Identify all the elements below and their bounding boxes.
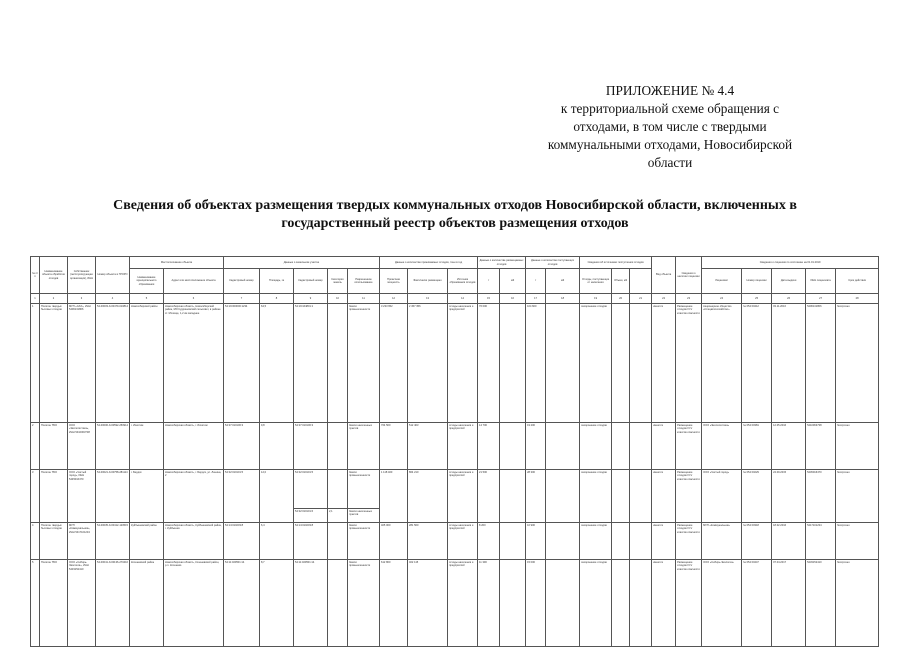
cell-license-date: 12.05.2016 [772, 423, 806, 470]
cell-note: Размещение отходов IV-V классов опасности [676, 560, 702, 647]
cell-cadastre-2: 54:11:020501:14 [294, 560, 328, 647]
th-location: Местоположение объекта [130, 257, 224, 269]
col-num: 26 [772, 294, 806, 304]
col-num: 22 [652, 294, 676, 304]
table-row [31, 560, 879, 647]
cell-address: Новосибирская область, Коченевский район, р.п. Коченево [164, 560, 224, 647]
cell-capacity: 764 500 [380, 423, 408, 470]
appendix-line-2: к территориальной схеме обращения с [560, 101, 780, 116]
cell-area-sub: 2,1 [328, 509, 348, 523]
cell-license-date: 03.11.2016 [772, 304, 806, 423]
cell-blank [630, 304, 652, 423]
cell-object-name: Полигон твердых бытовых отходов [40, 523, 68, 560]
col-num: 10 [328, 294, 348, 304]
cell-object-name: Полигон ТБО [40, 560, 68, 647]
col-num: 21 [630, 294, 652, 304]
th-cadastre-2: Кадастровый номер [294, 269, 328, 294]
col-num: 8 [260, 294, 294, 304]
cell-area: 64,5 [260, 304, 294, 423]
th-land-category: Категория земель [328, 269, 348, 294]
col-num: 25 [742, 294, 772, 304]
cell-cadastre: 54:37:010106:3 [224, 423, 260, 470]
th-license-term: Срок действия [836, 269, 879, 294]
cell-blank [500, 560, 526, 647]
cell-cadastre-2: 54:14:010203:8 [294, 523, 328, 560]
col-num: 16 [500, 294, 526, 304]
cell-land-category: Земли промышленности [348, 560, 380, 647]
cell-blank [612, 470, 630, 523]
col-num: 27 [806, 294, 836, 304]
col-num: 18 [546, 294, 580, 304]
cell-placed: 864 210 [408, 470, 448, 523]
cell-license-presence: имеется [652, 423, 676, 470]
cell-blank [612, 304, 630, 423]
document-title [40, 197, 870, 232]
cell-capacity: 3 233 652 [380, 304, 408, 423]
col-num: 20 [612, 294, 630, 304]
cell-cadastre-2: 54:37:010106:3 [294, 423, 328, 470]
th-land-plot: Данные о земельном участке [224, 257, 380, 269]
registry-table [30, 256, 879, 647]
cell-capacity: 405 000 [380, 523, 408, 560]
cell-blank [630, 423, 652, 470]
cell-licensee: ООО «Чистый город» [702, 470, 742, 523]
cell-licensee-inn: 5445016470 [806, 470, 836, 523]
cell-license-presence: имеется [652, 560, 676, 647]
cell-blank [630, 523, 652, 560]
cell-blank [328, 470, 348, 509]
document-title-line-2: государственный реестр объектов размещения отходов [281, 215, 629, 231]
th-empty [630, 269, 652, 294]
cell-municipality: Куйбышевский район [130, 523, 164, 560]
col-num: 9 [294, 294, 328, 304]
cell-land-category: Земли населенных пунктов [348, 509, 380, 523]
cell-source: отходы населения и предприятий [448, 304, 478, 423]
cell-license-term: бессрочно [836, 523, 879, 560]
cell-licensee-inn: 5406131806 [806, 304, 836, 423]
cell-groro: 54-00035-З-00412-120515 [96, 523, 130, 560]
cell-license-number: № 054 00381 [742, 423, 772, 470]
th-incoming-m3: м3 [546, 269, 580, 294]
appendix-line-1: ПРИЛОЖЕНИЕ № 4.4 [605, 83, 735, 98]
cell-license-term: бессрочно [836, 304, 879, 423]
cell-object-kind: захоронение отходов [580, 470, 612, 523]
document-title-line-1: Сведения об объектах размещения твердых коммунальных отходов Новосибирской области, включенных в [113, 198, 797, 213]
th-area: Площадь, га [260, 269, 294, 294]
appendix-line-4: коммунальными отходами, Новосибирской [547, 137, 793, 152]
cell-license-number: № 054 00412 [742, 304, 772, 423]
col-num: 3 [68, 294, 96, 304]
th-address: Адрес или местоположение объекта [164, 269, 224, 294]
th-groro: Номер объекта в ГРОРО [96, 257, 130, 294]
cell-object-name: Полигон ТБО [40, 470, 68, 523]
th-cadastre: Кадастровый номер [224, 269, 260, 294]
cell-placed-t: 11 300 [478, 560, 500, 647]
cell-address: Новосибирская область, г. Бердск, ул. Ленина, 2 [164, 470, 224, 523]
th-license-number: Номер лицензии [742, 269, 772, 294]
th-population-waste: Отходы, поступающие от населения [580, 269, 612, 294]
col-num: 5 [130, 294, 164, 304]
appendix-heading [520, 82, 820, 172]
cell-placed: 281 560 [408, 523, 448, 560]
cell-blank [500, 304, 526, 423]
cell-note: Размещение отходов IV-V классов опасности [676, 523, 702, 560]
cell-license-date: 24.09.2015 [772, 470, 806, 523]
cell-land-category: Земли промышленности [348, 523, 380, 560]
cell-blank [630, 470, 652, 523]
cell-blank [328, 304, 348, 423]
cell-municipality: г. Бердск [130, 470, 164, 523]
cell-blank [328, 423, 348, 470]
cell-groro: 54-00003-З-00479-010814 [96, 304, 130, 423]
cell-object-name: Полигон ТБО [40, 423, 68, 470]
col-num: 12 [380, 294, 408, 304]
col-num: 1 [31, 294, 40, 304]
cell-area: 12,0 [260, 470, 294, 523]
cell-blank [546, 423, 580, 470]
cell-owner: ООО «Сибирь-Экология», ИНН 5433152410 [68, 560, 96, 647]
th-volume: Объем, м3 [612, 269, 630, 294]
cell-blank [500, 523, 526, 560]
cell-cadastre-2: 54:32:010101:5 [294, 470, 328, 509]
th-placed-m3: м3 [500, 269, 526, 294]
cell-placed-t: 14 700 [478, 423, 500, 470]
th-license-presence: Сведения о наличии лицензии [676, 257, 702, 294]
th-permitted-use: Разрешенное использование [348, 269, 380, 294]
cell-license-number: № 054 00229 [742, 470, 772, 523]
cell-incoming-t: 28 300 [526, 470, 546, 523]
th-incoming-waste: Данные о количестве поступающих отходов [526, 257, 580, 269]
cell-blank [546, 470, 580, 523]
cell-municipality: Коченевский район [130, 560, 164, 647]
th-license-info: Сведения о лицензии по состоянию на 01.01.2019 [702, 257, 879, 269]
cell-incoming-t: 19 200 [526, 423, 546, 470]
cell-incoming-t: 15 000 [526, 560, 546, 647]
th-object-name: Наименование объекта обработки отходов [40, 257, 68, 294]
cell-note: Размещение отходов IV-V классов опасности [676, 304, 702, 423]
cell-municipality: г. Искитим [130, 423, 164, 470]
cell-source: отходы населения и предприятий [448, 523, 478, 560]
cell-blank [612, 523, 630, 560]
cell-blank [500, 423, 526, 470]
cell-licensee-inn: 5433152410 [806, 560, 836, 647]
cell-blank [500, 470, 526, 523]
col-num: 19 [580, 294, 612, 304]
col-num: 4 [96, 294, 130, 304]
cell-blank [612, 560, 630, 647]
th-licensee: Лицензиат [702, 269, 742, 294]
th-number: № п/п [31, 257, 40, 294]
table-header-row-1 [31, 257, 879, 269]
column-numbers-row [31, 294, 879, 304]
cell-cadastre-2: 54:32:010101:6 [294, 509, 328, 523]
col-num: 7 [224, 294, 260, 304]
table-row [31, 470, 879, 509]
cell-blank [612, 423, 630, 470]
col-num: 2 [40, 294, 68, 304]
cell-note: Размещение отходов IV-V классов опасности [676, 423, 702, 470]
th-placed-t: т [478, 269, 500, 294]
cell-licensee: Акционерное общество «Спецавтохозяйство» [702, 304, 742, 423]
th-municipality: Наименование муниципального образования [130, 269, 164, 294]
cell-license-number: № 054 00318 [742, 523, 772, 560]
col-num: 13 [408, 294, 448, 304]
cell-incoming-t: 104 600 [526, 304, 546, 423]
cell-municipality: Новосибирский район [130, 304, 164, 423]
cell-land-category: Земли промышленности [348, 470, 380, 509]
cell-licensee: ООО «Сибирь-Экология» [702, 560, 742, 647]
cell-source: отходы населения и предприятий [448, 470, 478, 523]
cell-area: 6,4 [260, 523, 294, 560]
cell-placed: 2 457 356 [408, 304, 448, 423]
cell-number: 1 [31, 304, 40, 423]
cell-blank [546, 560, 580, 647]
table-header-row-2 [31, 269, 879, 294]
th-source-origin: Источник образования отходов [448, 269, 478, 294]
cell-owner: ООО «Чистый город», ИНН 5445016470 [68, 470, 96, 523]
cell-object-kind: захоронение отходов [580, 560, 612, 647]
cell-address: Новосибирская область, г. Искитим [164, 423, 224, 470]
cell-blank [630, 560, 652, 647]
cell-address: Новосибирская область, Куйбышевский район, г. Куйбышев [164, 523, 224, 560]
cell-number: 2 [31, 423, 40, 470]
th-actually-placed: Фактически размещено [408, 269, 448, 294]
cell-placed: 402 115 [408, 560, 448, 647]
cell-blank [546, 523, 580, 560]
cell-placed-t: 21 500 [478, 470, 500, 523]
table-row [31, 423, 879, 470]
cell-object-name: Полигон твердых бытовых отходов [40, 304, 68, 423]
cell-land-category: Земли населенных пунктов [348, 423, 380, 470]
cell-object-kind: захоронение отходов [580, 423, 612, 470]
appendix-line-3: отходами, в том числе с твердыми [573, 119, 767, 134]
table-row [31, 523, 879, 560]
th-incoming-t: т [526, 269, 546, 294]
cell-number: 5 [31, 560, 40, 647]
cell-blank [546, 304, 580, 423]
th-design-capacity: Проектная мощность [380, 269, 408, 294]
cell-cadastre: 54:14:010203:8 [224, 523, 260, 560]
cell-license-presence: имеется [652, 470, 676, 523]
cell-placed: 512 403 [408, 423, 448, 470]
th-license-date: Дата выдачи [772, 269, 806, 294]
appendix-line-5: области [647, 155, 693, 170]
cell-license-presence: имеется [652, 304, 676, 423]
cell-license-date: 07.04.2017 [772, 560, 806, 647]
col-num: 15 [478, 294, 500, 304]
cell-licensee-inn: 5417101234 [806, 523, 836, 560]
cell-license-presence: имеется [652, 523, 676, 560]
col-num: 17 [526, 294, 546, 304]
cell-note: Размещение отходов IV-V классов опасности [676, 470, 702, 523]
th-object-kind: Вид объекта [652, 257, 676, 294]
col-num: 14 [448, 294, 478, 304]
cell-licensee: МУП «Коммунальник» [702, 523, 742, 560]
cell-address: Новосибирская область, Новосибирский район, МО Кудряшовский сельсовет, в районе ст. Мочище, 1,2 км западнее [164, 304, 224, 423]
cell-blank [328, 523, 348, 560]
cell-owner: МУП «САХ», ИНН 5406131806 [68, 304, 96, 423]
cell-placed-t: 76 000 [478, 304, 500, 423]
cell-capacity: 612 800 [380, 560, 408, 647]
cell-license-term: бессрочно [836, 423, 879, 470]
cell-licensee-inn: 5410063738 [806, 423, 836, 470]
cell-area: 8,7 [260, 560, 294, 647]
cell-groro: 54-00041-З-00136-270416 [96, 560, 130, 647]
cell-area: 9,8 [260, 423, 294, 470]
th-accepted-waste: Данные о количестве принимаемых отходов, тонн в год [380, 257, 478, 269]
cell-groro: 54-00021-З-00758-281114 [96, 470, 130, 523]
cell-licensee: ООО «Экологистика» [702, 423, 742, 470]
cell-license-number: № 054 00447 [742, 560, 772, 647]
th-owner: Собственник (эксплуатирующая организация), ИНН [68, 257, 96, 294]
cell-incoming-t: 10 900 [526, 523, 546, 560]
cell-cadastre: 54:32:010101:5 [224, 470, 260, 523]
cell-land-category: Земли промышленности [348, 304, 380, 423]
col-num: 23 [676, 294, 702, 304]
cell-cadastre-2: 54:19:164801:1 [294, 304, 328, 423]
cell-source: отходы населения и предприятий [448, 560, 478, 647]
col-num: 11 [348, 294, 380, 304]
th-sources: Сведения об источниках поступления отходов [580, 257, 652, 269]
col-num: 28 [836, 294, 879, 304]
cell-source: отходы населения и предприятий [448, 423, 478, 470]
cell-license-term: бессрочно [836, 560, 879, 647]
cell-object-kind: захоронение отходов [580, 523, 612, 560]
table-row [31, 304, 879, 423]
th-licensee-inn: ИНН лицензиата [806, 269, 836, 294]
cell-license-term: бессрочно [836, 470, 879, 523]
th-placed-waste: Данные о количестве размещаемых отходов [478, 257, 526, 269]
cell-number: 3 [31, 470, 40, 523]
cell-number: 4 [31, 523, 40, 560]
cell-blank [328, 560, 348, 647]
col-num: 24 [702, 294, 742, 304]
cell-cadastre: 54:11:020501:14 [224, 560, 260, 647]
col-num: 6 [164, 294, 224, 304]
cell-groro: 54-00006-З-00592-250914 [96, 423, 130, 470]
cell-capacity: 1 118 400 [380, 470, 408, 523]
cell-owner: МУП «Коммунальник», ИНН 5417101234 [68, 523, 96, 560]
cell-placed-t: 8 200 [478, 523, 500, 560]
cell-owner: ООО «Экологистика», ИНН 5410063738 [68, 423, 96, 470]
cell-license-date: 18.02.2016 [772, 523, 806, 560]
cell-object-kind: захоронение отходов [580, 304, 612, 423]
cell-cadastre: 54:19:000000:1234 [224, 304, 260, 423]
